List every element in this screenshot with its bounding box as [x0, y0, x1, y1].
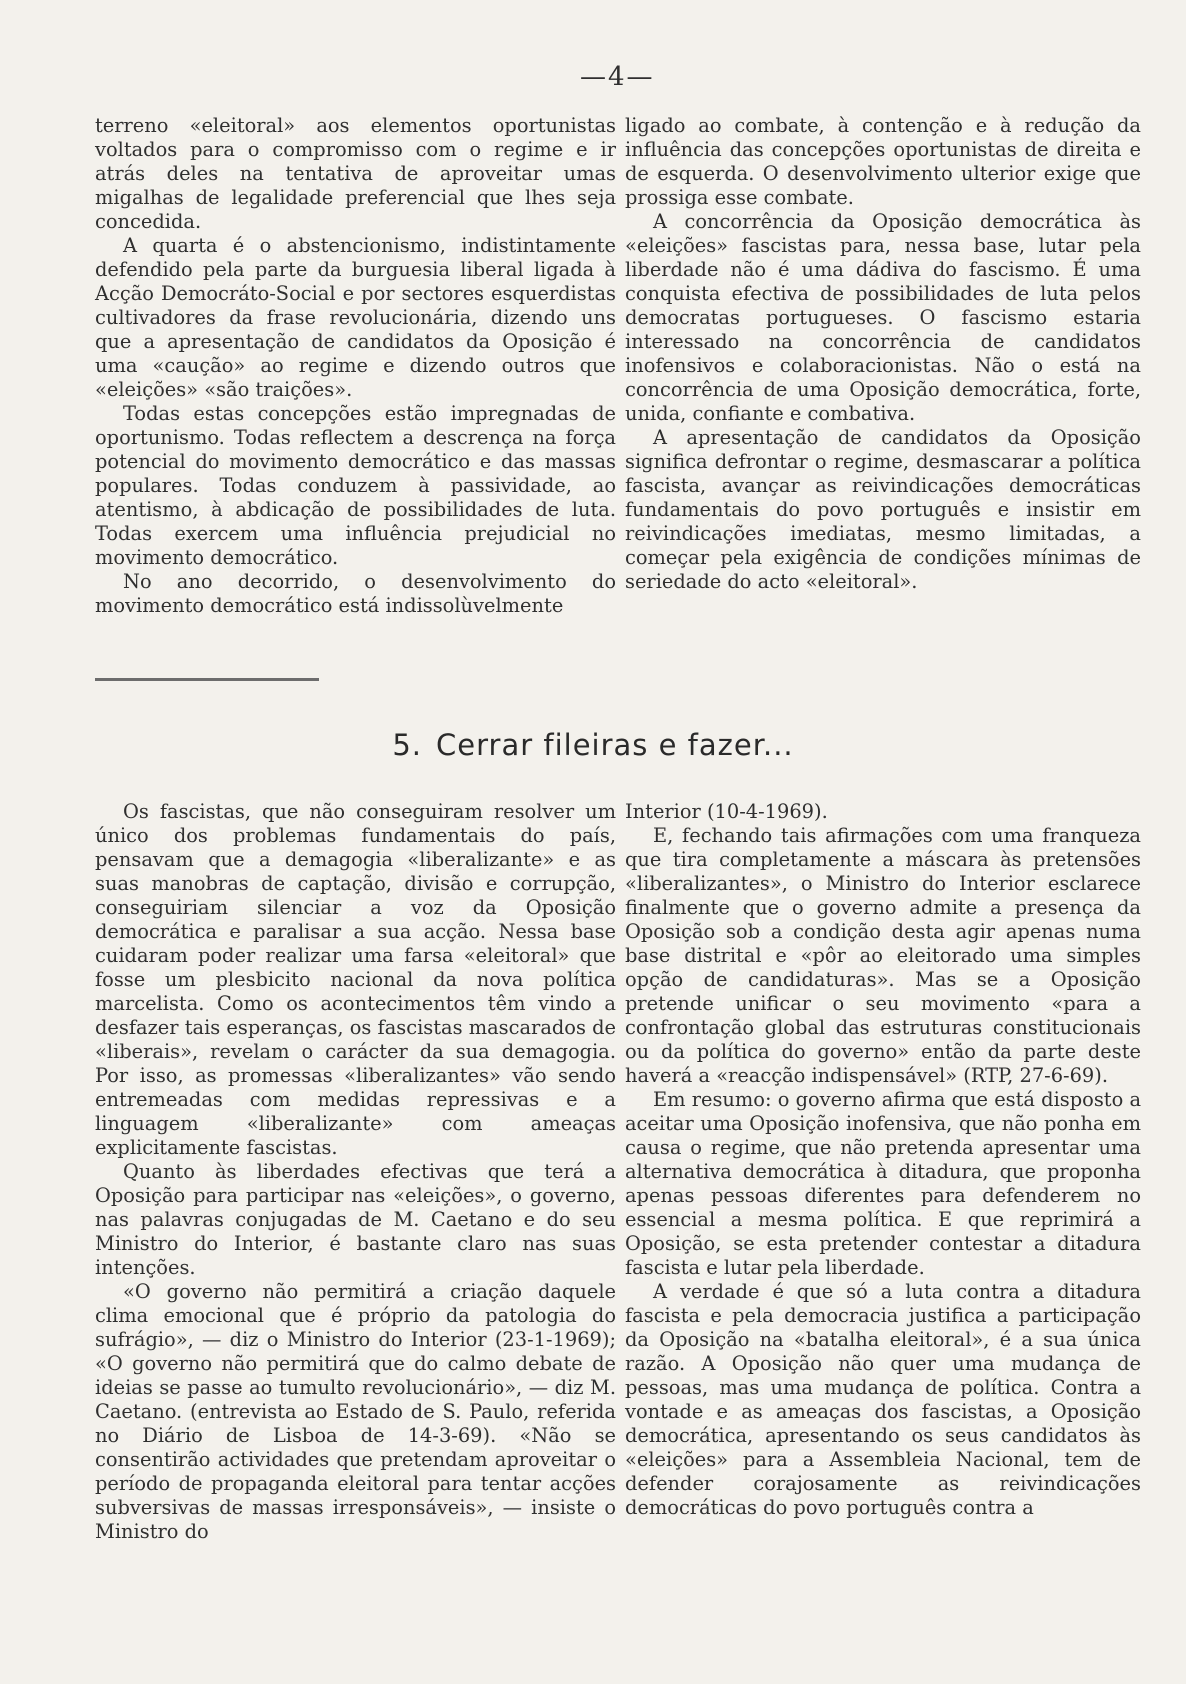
paragraph: Interior (10-4-1969).	[625, 800, 828, 823]
paragraph: «O governo não permitirá a criação daquele clima emocional que é próprio da patologia do sufrágio», — diz o Ministro do Interior (23-1-1969); «O governo não permitirá que do calmo debate de ideias se passe ao tumulto revolucionário», — diz M. Caetano. (entrevista ao Estado de S. Paulo, referida no Diário de Lisboa de 14-3-69). «Não se consentirão actividades que pretendam aproveitar o período de propaganda eleitoral para tentar acções subversivas de massas irresponsáveis», — insiste o Ministro do	[95, 1280, 616, 1543]
paragraph: E, fechando tais afirmações com uma franqueza que tira completamente a máscara às pretensões «liberalizantes», o Ministro do Interior esclarece finalmente que o governo admite a presença da Oposição sob a condição desta agir apenas numa base distrital e «pôr ao eleitorado uma simples opção de candidaturas». Mas se a Oposição pretende unificar o seu movimento «para a confrontação global das estruturas constitucionais ou da política do governo» então da parte deste haverá a «reacção indispensável» (RTP, 27-6-69).	[625, 824, 1141, 1087]
section-divider	[95, 678, 319, 681]
page-number: —4—	[580, 62, 655, 92]
paragraph: ligado ao combate, à contenção e à redução da influência das concepções oportunistas de direita e de esquerda. O desenvolvimento ulterior exige que prossiga esse combate.	[625, 114, 1141, 209]
paragraph: A concorrência da Oposição democrática às «eleições» fascistas para, nessa base, lutar pela liberdade não é uma dádiva do fascismo. É uma conquista efectiva de possibilidades de luta pelos democratas portugueses. O fascismo estaria interessado na concorrência de candidatos inofensivos e colaboracionistas. Não o está na concorrência de uma Oposição democrática, forte, unida, confiante e combativa.	[625, 210, 1141, 425]
bottom-left-column	[95, 800, 616, 1544]
paragraph: No ano decorrido, o desenvolvimento do movimento democrático está indissolùvelmente	[95, 570, 616, 617]
paragraph: A quarta é o abstencionismo, indistintamente defendido pela parte da burguesia liberal ligada à Acção Democráto-Social e por sectores esquerdistas cultivadores da frase revolucionária, dizendo uns que a apresentação de candidatos da Oposição é uma «caução» ao regime e dizendo outros que «eleições» «são traições».	[95, 234, 616, 401]
top-left-column	[95, 114, 616, 618]
paragraph: Todas estas concepções estão impregnadas de oportunismo. Todas reflectem a descrença na força potencial do movimento democrático e das massas populares. Todas conduzem à passividade, ao atentismo, à abdicação de possibilidades de luta. Todas exercem uma influência prejudicial no movimento democrático.	[95, 402, 616, 569]
paragraph: A apresentação de candidatos da Oposição significa defrontar o regime, desmascarar a política fascista, avançar as reivindicações democráticas fundamentais do povo português e insistir em reivindicações imediatas, mesmo limitadas, a começar pela exigência de condições mínimas de seriedade do acto «eleitoral».	[625, 426, 1141, 593]
section-title: Cerrar fileiras e fazer...	[436, 728, 794, 762]
bottom-right-column	[625, 800, 1141, 1520]
paragraph: Em resumo: o governo afirma que está disposto a aceitar uma Oposição inofensiva, que não ponha em causa o regime, que não pretenda apresentar uma alternativa democrática à ditadura, que proponha apenas pessoas diferentes para defenderem no essencial a mesma política. E que reprimirá a Oposição, se esta pretender contestar a ditadura fascista e lutar pela liberdade.	[625, 1088, 1141, 1279]
paragraph: Quanto às liberdades efectivas que terá a Oposição para participar nas «eleições», o governo, nas palavras conjugadas de M. Caetano e do seu Ministro do Interior, é bastante claro nas suas intenções.	[95, 1160, 616, 1279]
section-heading	[0, 728, 1186, 762]
paragraph: A verdade é que só a luta contra a ditadura fascista e pela democracia justifica a participação da Oposição na «batalha eleitoral», é a sua única razão. A Oposição não quer uma mudança de pessoas, mas uma mudança de política. Contra a vontade e as ameaças dos fascistas, a Oposição democrática, apresentando os seus candidatos às «eleições» para a Assembleia Nacional, tem de defender corajosamente as reivindicações democráticas do povo português contra a	[625, 1280, 1141, 1519]
paragraph: terreno «eleitoral» aos elementos oportunistas voltados para o compromisso com o regime e ir atrás deles na tentativa de aproveitar umas migalhas de legalidade preferencial que lhes seja concedida.	[95, 114, 616, 233]
section-number: 5.	[392, 728, 423, 762]
top-right-column	[625, 114, 1141, 594]
paragraph: Os fascistas, que não conseguiram resolver um único dos problemas fundamentais do país, pensavam que a demagogia «liberalizante» e as suas manobras de captação, divisão e corrupção, conseguiriam silenciar a voz da Oposição democrática e paralisar a sua acção. Nessa base cuidaram poder realizar uma farsa «eleitoral» que fosse um plesbicito nacional da nova política marcelista. Como os acontecimentos têm vindo a desfazer tais esperanças, os fascistas mascarados de «liberais», revelam o carácter da sua demagogia. Por isso, as promessas «liberalizantes» vão sendo entremeadas com medidas repressivas e a linguagem «liberalizante» com ameaças explicitamente fascistas.	[95, 800, 616, 1159]
